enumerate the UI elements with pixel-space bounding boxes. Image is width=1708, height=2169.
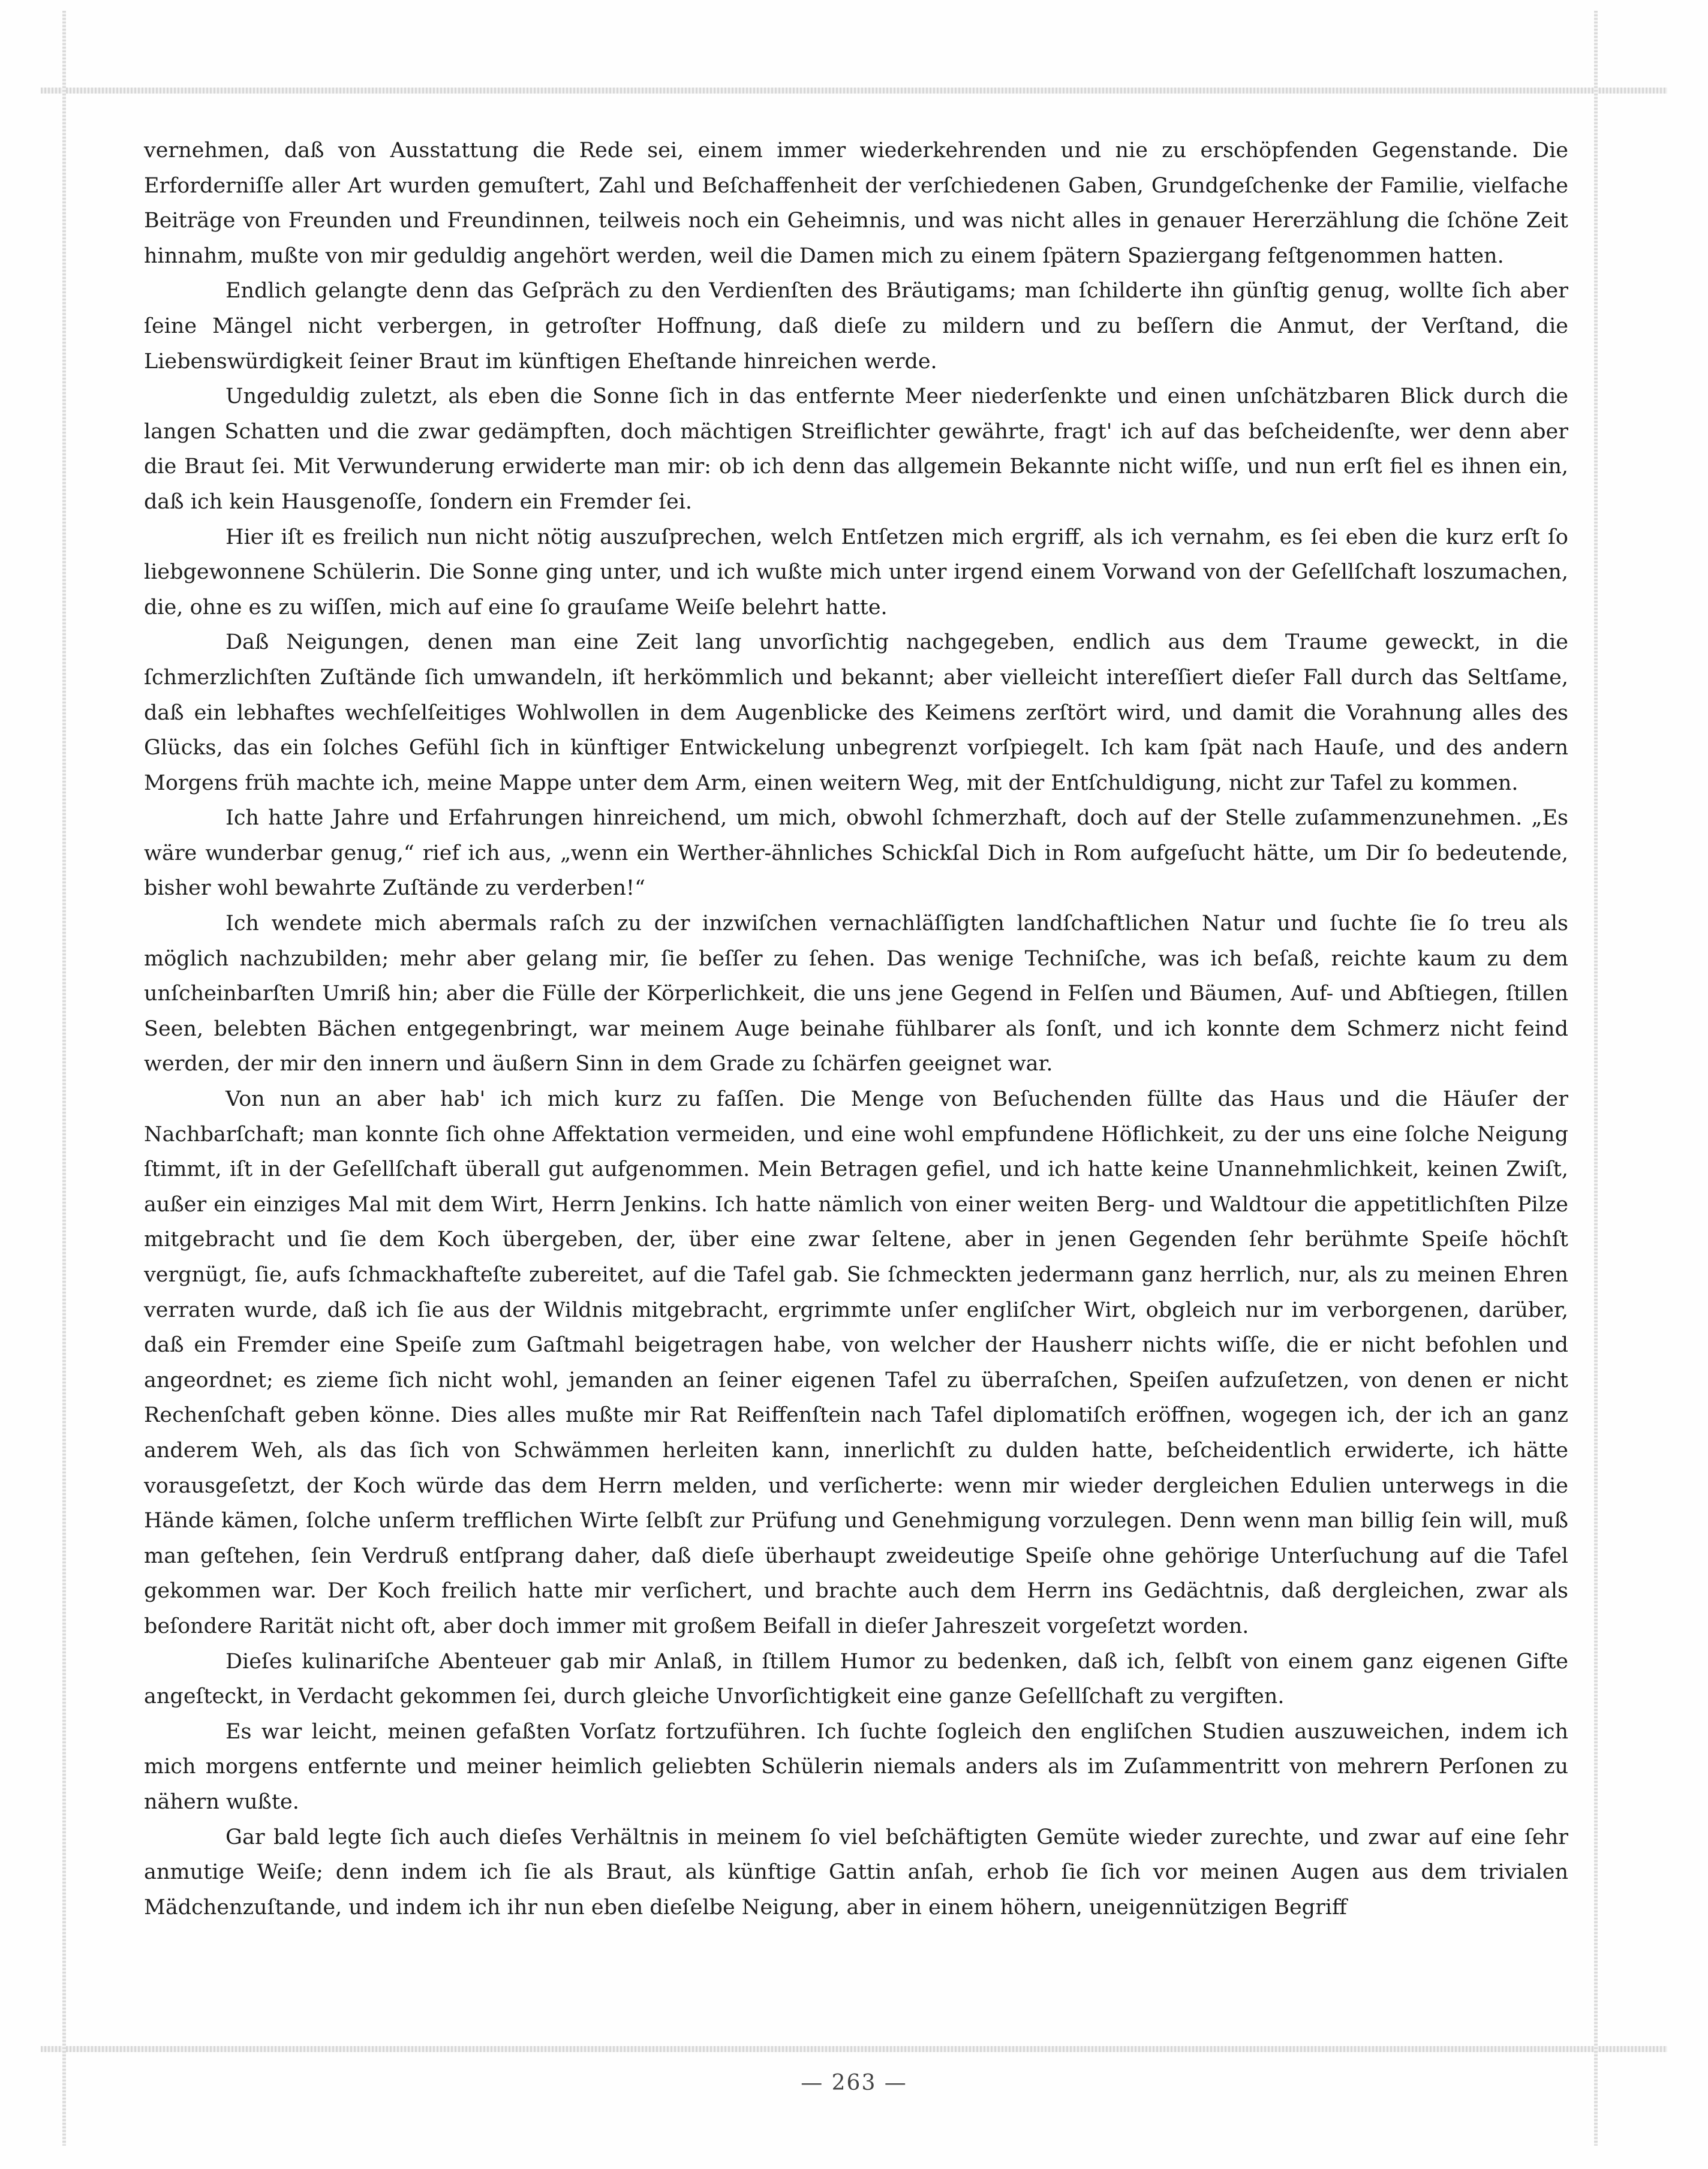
page-number: — 263 — bbox=[801, 2071, 907, 2095]
paragraph: Ich wendete mich abermals raſch zu der inzwiſchen vernachläſſigten landſchaftlichen Natur und ſuchte ſie ſo treu als möglich nachzubilden; mehr aber gelang mir, ſie beſſer zu ſehen. Das wenige Techniſche, was ich beſaß, reichte kaum zu dem unſcheinbarſten Umriß hin; aber die Fülle der Körperlichkeit, die uns jene Gegend in Felſen und Bäumen, Auf- und Abſtiegen, ſtillen Seen, belebten Bächen entgegenbringt, war meinem Auge beinahe fühlbarer als ſonſt, und ich konnte dem Schmerz nicht feind werden, der mir den innern und äußern Sinn in dem Grade zu ſchärfen geeignet war. bbox=[144, 911, 1568, 1076]
paragraph: Daß Neigungen, denen man eine Zeit lang unvorſichtig nachgegeben, endlich aus dem Traume geweckt, in die ſchmerzlichſten Zuſtände ſich umwandeln, iſt herkömmlich und bekannt; aber vielleicht intereſſiert dieſer Fall durch das Seltſame, daß ein lebhaftes wechſelſeitiges Wohlwollen in dem Augenblicke des Keimens zerſtört wird, und damit die Vorahnung alles des Glücks, das ein ſolches Gefühl ſich in künftiger Entwickelung unbegrenzt vorſpiegelt. Ich kam ſpät nach Hauſe, und des andern Morgens früh machte ich, meine Mappe unter dem Arm, einen weitern Weg, mit der Entſchuldigung, nicht zur Tafel zu kommen. bbox=[144, 630, 1568, 795]
body-text bbox=[144, 133, 1568, 1925]
paragraph: Hier iſt es freilich nun nicht nötig auszuſprechen, welch Entſetzen mich ergriff, als ich vernahm, es ſei eben die kurz erſt ſo liebgewonnene Schülerin. Die Sonne ging unter, und ich wußte mich unter irgend einem Vorwand von der Geſellſchaft loszumachen, die, ohne es zu wiſſen, mich auf eine ſo grauſame Weiſe belehrt hatte. bbox=[144, 525, 1568, 619]
paragraph: Ich hatte Jahre und Erfahrungen hinreichend, um mich, obwohl ſchmerzhaft, doch auf der Stelle zuſammenzunehmen. „Es wäre wunderbar genug,“ rief ich aus, „wenn ein Werther-ähnliches Schickſal Dich in Rom aufgeſucht hätte, um Dir ſo bedeutende, bisher wohl bewahrte Zuſtände zu verderben!“ bbox=[144, 806, 1568, 901]
paragraph: Dieſes kulinariſche Abenteuer gab mir Anlaß, in ſtillem Humor zu bedenken, daß ich, ſelbſt von einem ganz eigenen Gifte angeſteckt, in Verdacht gekommen ſei, durch gleiche Unvorſichtigkeit eine ganze Geſellſchaft zu vergiften. bbox=[144, 1649, 1568, 1709]
paragraph: vernehmen, daß von Ausstattung die Rede sei, einem immer wiederkehrenden und nie zu erschöpfenden Gegenstande. Die Erforderniſſe aller Art wurden gemuſtert, Zahl und Beſchaffenheit der verſchiedenen Gaben, Grundgeſchenke der Familie, vielfache Beiträge von Freunden und Freundinnen, teilweis noch ein Geheimnis, und was nicht alles in genauer Hererzählung die ſchöne Zeit hinnahm, mußte von mir geduldig angehört werden, weil die Damen mich zu einem ſpätern Spaziergang feſtgenommen hatten. bbox=[144, 139, 1568, 268]
paragraph: Ungeduldig zuletzt, als eben die Sonne ſich in das entfernte Meer niederſenkte und einen unſchätzbaren Blick durch die langen Schatten und die zwar gedämpften, doch mächtigen Streiflichter gewährte, fragt' ich auf das beſcheidenſte, wer denn aber die Braut ſei. Mit Verwunderung erwiderte man mir: ob ich denn das allgemein Bekannte nicht wiſſe, und nun erſt fiel es ihnen ein, daß ich kein Hausgenoſſe, ſondern ein Fremder ſei. bbox=[144, 384, 1568, 514]
paragraph: Von nun an aber hab' ich mich kurz zu faſſen. Die Menge von Beſuchenden füllte das Haus und die Häuſer der Nachbarſchaft; man konnte ſich ohne Affektation vermeiden, und eine wohl empfundene Höflichkeit, zu der uns eine ſolche Neigung ſtimmt, iſt in der Geſellſchaft überall gut aufgenommen. Mein Betragen gefiel, und ich hatte keine Unannehmlichkeit, keinen Zwiſt, außer ein einziges Mal mit dem Wirt, Herrn Jenkins. Ich hatte nämlich von einer weiten Berg- und Waldtour die appetitlichſten Pilze mitgebracht und ſie dem Koch übergeben, der, über eine zwar ſeltene, aber in jenen Gegenden ſehr berühmte Speiſe höchſt vergnügt, ſie, aufs ſchmackhafteſte zubereitet, auf die Tafel gab. Sie ſchmeckten jedermann ganz herrlich, nur, als zu meinen Ehren verraten wurde, daß ich ſie aus der Wildnis mitgebracht, ergrimmte unſer engliſcher Wirt, obgleich nur im verborgenen, darüber, daß ein Fremder eine Speiſe zum Gaſtmahl beigetragen habe, von welcher der Hausherr nichts wiſſe, die er nicht befohlen und angeordnet; es zieme ſich nicht wohl, jemanden an ſeiner eigenen Tafel zu überraſchen, Speiſen aufzuſetzen, von denen er nicht Rechenſchaft geben könne. Dies alles mußte mir Rat Reiffenſtein nach Tafel diplomatiſch eröffnen, wogegen ich, der ich an ganz anderem Weh, als das ſich von Schwämmen herleiten kann, innerlichſt zu dulden hatte, beſcheidentlich erwiderte, ich hätte vorausgeſetzt, der Koch würde das dem Herrn melden, und verſicherte: wenn mir wieder dergleichen Edulien unterwegs in die Hände kämen, ſolche unſerm trefflichen Wirte ſelbſt zur Prüfung und Genehmigung vorzulegen. Denn wenn man billig ſein will, muß man geſtehen, ſein Verdruß entſprang daher, daß dieſe überhaupt zweideutige Speiſe ohne gehörige Unterſuchung auf die Tafel gekommen war. Der Koch freilich hatte mir verſichert, und brachte auch dem Herrn ins Gedächtnis, daß dergleichen, zwar als beſondere Rarität nicht oft, aber doch immer mit großem Beifall in dieſer Jahreszeit vorgeſetzt worden. bbox=[144, 1087, 1568, 1638]
right-border-rule bbox=[1594, 11, 1598, 2146]
left-border-rule bbox=[62, 11, 66, 2146]
paragraph: Gar bald legte ſich auch dieſes Verhältnis in meinem ſo viel beſchäftigten Gemüte wieder zurechte, und zwar auf eine ſehr anmutige Weiſe; denn indem ich ſie als Braut, als künftige Gattin anſah, erhob ſie ſich vor meinen Augen aus dem trivialen Mädchenzuſtande, und indem ich ihr nun eben dieſelbe Neigung, aber in einem höhern, uneigennützigen Begriff bbox=[144, 1825, 1568, 1920]
paragraph: Endlich gelangte denn das Geſpräch zu den Verdienſten des Bräutigams; man ſchilderte ihn günſtig genug, wollte ſich aber ſeine Mängel nicht verbergen, in getroſter Hoffnung, daß dieſe zu mildern und zu beſſern die Anmut, der Verſtand, die Liebenswürdigkeit ſeiner Braut im künftigen Eheſtande hinreichen werde. bbox=[144, 279, 1568, 374]
top-border-rule bbox=[41, 88, 1667, 94]
paragraph: Es war leicht, meinen gefaßten Vorſatz fortzuführen. Ich ſuchte ſogleich den engliſchen Studien auszuweichen, indem ich mich morgens entfernte und meiner heimlich geliebten Schülerin niemals anders als im Zuſammentritt von mehrern Perſonen zu nähern wußte. bbox=[144, 1719, 1568, 1814]
bottom-border-rule bbox=[41, 2046, 1667, 2052]
